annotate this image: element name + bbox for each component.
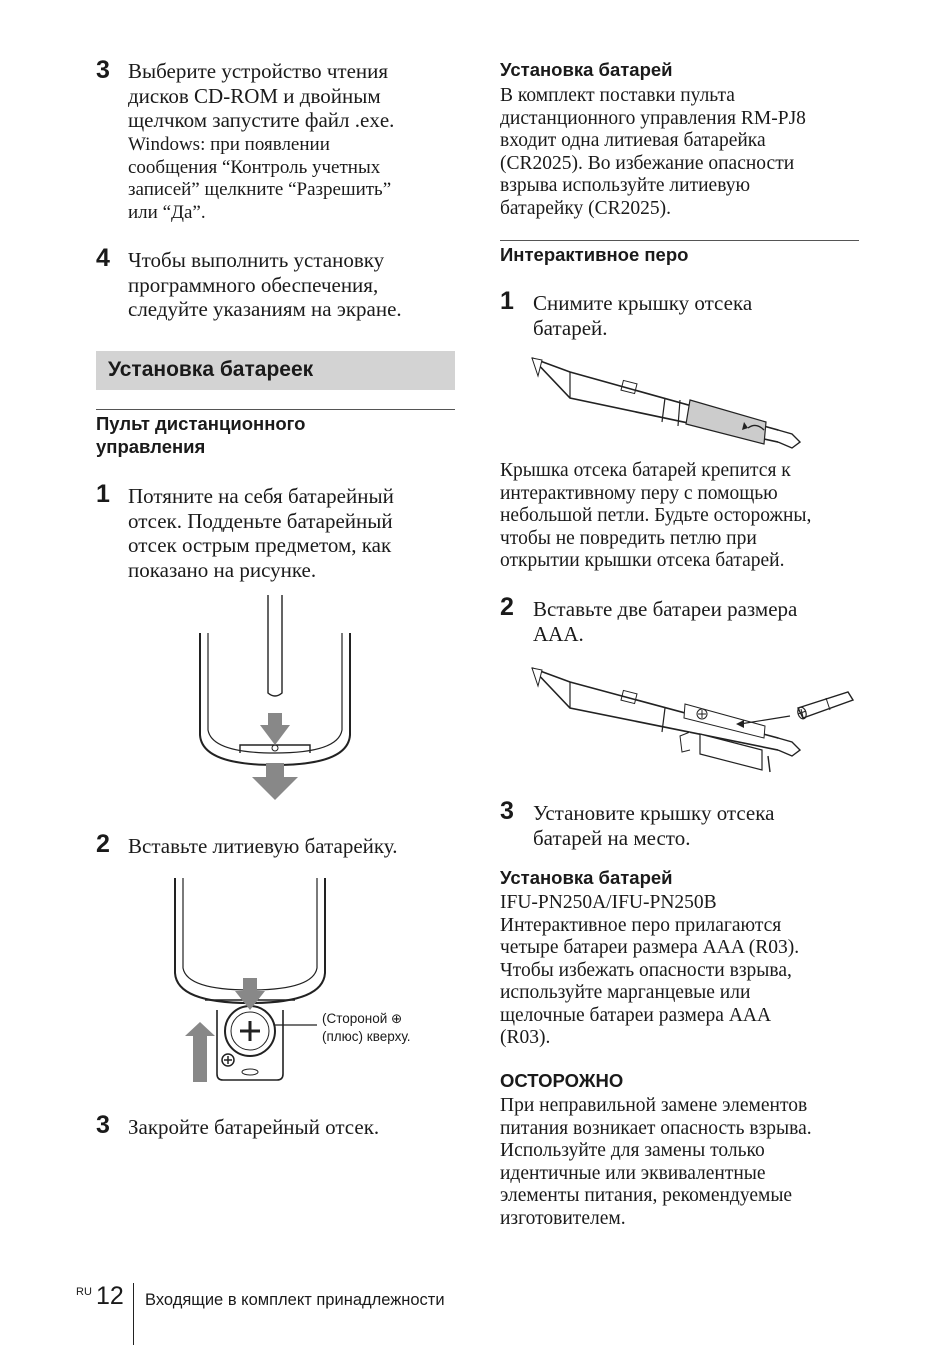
para-line: дистанционного управления RM-PJ8 xyxy=(500,107,806,129)
step-text xyxy=(128,1115,379,1140)
para-line: идентичные или эквивалентные xyxy=(500,1162,766,1184)
callout-line: (плюс) кверху. xyxy=(322,1029,411,1044)
para-line: Интерактивное перо прилагаются xyxy=(500,914,782,936)
battery-heading: Установка батарей xyxy=(500,867,673,888)
step-number: 2 xyxy=(96,830,110,858)
pen-heading: Интерактивное перо xyxy=(500,244,689,265)
section-header xyxy=(96,351,455,390)
para-line: При неправильной замене элементов xyxy=(500,1095,808,1116)
step-text xyxy=(533,291,752,340)
para-line: элементы питания, рекомендуемые xyxy=(500,1185,793,1206)
step-text-line: показано на рисунке. xyxy=(128,557,317,582)
step-text-line: Вставьте литиевую батарейку. xyxy=(128,834,398,858)
language-code: RU xyxy=(76,1286,92,1298)
divider xyxy=(500,240,859,241)
pen-battery-illustration xyxy=(530,660,860,780)
step-text-line: Вставьте две батареи размера xyxy=(533,597,798,621)
para-line: Крышка отсека батарей крепится к xyxy=(500,460,791,481)
step-text xyxy=(128,484,394,582)
para-line: (R03). xyxy=(500,1027,551,1048)
note-line: Windows: при появлении xyxy=(128,134,330,155)
step-text-line: Выберите устройство чтения xyxy=(128,59,389,83)
para-line: (CR2025). Во избежание опасности xyxy=(500,152,795,174)
step-number: 4 xyxy=(96,244,110,272)
battery-heading: Установка батарей xyxy=(500,59,673,80)
para-line: IFU-PN250A/IFU-PN250B xyxy=(500,892,717,913)
step-number: 1 xyxy=(500,287,514,315)
para-line: входит одна литиевая батарейка xyxy=(500,130,766,151)
para-line: изготовителем. xyxy=(500,1207,626,1229)
note-line: сообщения “Контроль учетных xyxy=(128,156,381,178)
para-line: чтобы не повредить петлю при xyxy=(500,527,757,549)
heading-line: Пульт дистанционного xyxy=(96,413,306,434)
step-text xyxy=(128,834,397,859)
step-text xyxy=(533,801,774,850)
step-text-line: следуйте указаниям на экране. xyxy=(128,297,402,321)
pen-paragraph xyxy=(500,460,811,573)
step-number: 1 xyxy=(96,480,110,508)
heading-line: управления xyxy=(96,436,206,457)
windows-note xyxy=(128,134,391,224)
note-line: или “Да”. xyxy=(128,201,206,223)
polarity-callout xyxy=(322,1010,411,1046)
step-text-line: Закройте батарейный отсек. xyxy=(128,1115,380,1139)
step-number: 3 xyxy=(96,1111,110,1139)
step-text-line: батарей. xyxy=(533,315,608,340)
para-line: батарейку (CR2025). xyxy=(500,197,672,219)
step-number: 3 xyxy=(500,797,514,825)
para-line: Используйте для замены только xyxy=(500,1140,765,1161)
step-text-line: AAA. xyxy=(533,621,584,646)
para-line: используйте марганцевые или xyxy=(500,982,751,1003)
step-text-line: дисков CD-ROM и двойным xyxy=(128,83,381,108)
step-text xyxy=(128,248,402,322)
step-text-line: Снимите крышку отсека xyxy=(533,291,753,315)
callout-line: (Стороной ⊕ xyxy=(322,1011,403,1026)
battery-paragraph xyxy=(500,892,799,1050)
para-line: интерактивному перу с помощью xyxy=(500,482,778,504)
divider xyxy=(96,409,455,410)
remote-battery-illustration xyxy=(165,878,335,1088)
para-line: четыре батареи размера AAA (R03). xyxy=(500,937,800,958)
para-line: В комплект поставки пульта xyxy=(500,85,735,106)
step-text-line: Потяните на себя батарейный xyxy=(128,484,394,508)
remote-heading xyxy=(96,412,305,458)
step-number: 3 xyxy=(96,56,110,84)
caution-paragraph xyxy=(500,1095,812,1230)
step-text-line: отсек острым предметом, как xyxy=(128,533,392,557)
para-line: щелочные батареи размера AAA xyxy=(500,1004,772,1026)
step-text-line: отсек. Подденьте батарейный xyxy=(128,508,393,533)
step-text-line: Чтобы выполнить установку xyxy=(128,248,385,272)
pen-cover-illustration xyxy=(530,350,810,460)
para-line: питания возникает опасность взрыва. xyxy=(500,1117,812,1139)
step-text-line: щелчком запустите файл .exe. xyxy=(128,108,395,132)
para-line: открытии крышки отсека батарей. xyxy=(500,550,785,571)
page-number: 12 xyxy=(96,1282,124,1310)
step-number: 2 xyxy=(500,593,514,621)
step-text xyxy=(533,597,797,646)
step-text-line: Установите крышку отсека xyxy=(533,801,775,825)
footer-divider xyxy=(133,1283,134,1345)
para-line: взрыва используйте литиевую xyxy=(500,175,751,196)
footer-section: Входящие в комплект принадлежности xyxy=(145,1291,445,1309)
remote-compartment-illustration xyxy=(190,595,370,805)
step-text xyxy=(128,59,394,133)
step-text-line: батарей на место. xyxy=(533,825,691,850)
para-line: небольшой петли. Будьте осторожны, xyxy=(500,505,812,526)
section-title: Установка батареек xyxy=(108,358,314,381)
step-text-line: программного обеспечения, xyxy=(128,272,379,297)
battery-paragraph xyxy=(500,85,806,220)
para-line: Чтобы избежать опасности взрыва, xyxy=(500,959,792,981)
caution-heading: ОСТОРОЖНО xyxy=(500,1070,624,1091)
note-line: записей” щелкните “Разрешить” xyxy=(128,179,392,200)
